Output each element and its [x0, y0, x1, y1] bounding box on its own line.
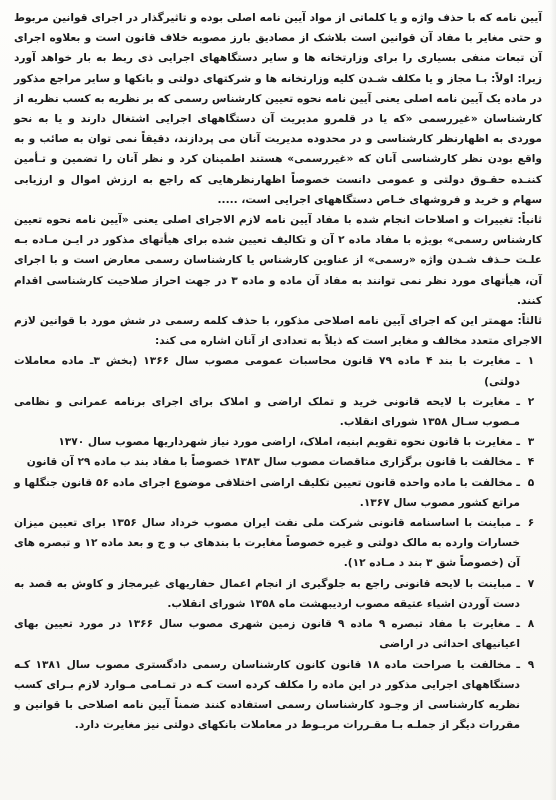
list-item-number: ۱	[527, 355, 535, 368]
list-item-number: ۷	[527, 577, 535, 590]
list-item-text: ـ مغایرت با قانون نحوه تقویم ابنیه، املاک، اراضی مورد نیاز شهرداریها مصوب سال ۱۳۷۰	[58, 436, 520, 449]
list-item	[14, 655, 542, 736]
list-item-number: ۵	[527, 476, 535, 489]
list-item-text: ـ مخالفت با صراحت ماده ۱۸ قانون کانون کارشناسان رسمی دادگستری مصوب سال ۱۳۸۱ کـه دستگاههای اجرایی مذکور در این ماده را مکلف کرده است کـه در تمـامی مـوارد لازم بـرای کسب نظریه کارشناسی از وجـود کارشناسان رسمی استفاده کنند ضمناً آیین نامه اصلاحی با قوانین و مقررات دیگر از جملـه بـا مقـررات مربـوط در معاملات بانکهای دولتی نیز مغایرت دارد.	[14, 658, 520, 732]
list-item-text: ـ مغایرت با مفاد تبصره ۹ ماده ۹ قانون زمین شهری مصوب سال ۱۳۶۶ در مورد تعیین بهای اعیانیهای احداثی در اراضی	[14, 618, 520, 651]
list-item-text: ـ مغایرت با بند ۴ ماده ۷۹ قانون محاسبات عمومی مصوب سال ۱۳۶۶ (بخش ۳ـ ماده معاملات دولتی)	[14, 355, 521, 388]
list-item-number: ۴	[527, 456, 535, 469]
list-item	[14, 473, 542, 513]
list-item-number: ۸	[527, 618, 535, 631]
list-item-number: ۹	[527, 658, 535, 671]
list-item	[14, 392, 542, 432]
list-item-text: ـ مباینت با لایحه قانونی راجع به جلوگیری از انجام اعمال حفاریهای غیرمجاز و کاوش به قصد به دست آوردن اشیاء عتیقه مصوب اردیبهشت ماه ۱۳۵۸ شورای انقلاب.	[14, 577, 520, 610]
paragraph-intro: آیین نامه که با حذف واژه و یا کلماتی از مواد آیین نامه اصلی بوده و تاثیرگذار در اجرای قوانین مربوط و حتی مغایر با مفاد آن قوانین است بلاشک از مصادیق بارز مصوبه خلاف قانون است و بعلاوه اجرای آن تبعات منفی بسیاری را برای وزارتخانه ها و سایر دستگاههای اجرایی ذی ربط به بار خواهد آورد زیرا: اولاً: بـا مجاز و یا مکلف شـدن کلیه وزارتخانه ها و شرکتهای دولتی و بانکها و سایر مراجع مذکور در ماده یک آیین نامه اصلی یعنی آیین نامه نحوه تعیین کارشناس رسمی که بر نظریه به کسب نظریه از کارشناسان «غیررسمی «که یا در قلمرو مدیریت آن دستگاههای اجرایی اشتغال دارند و یا به نحو موردی به اظهارنظر کارشناسی و در محدوده مدیریت آنان می پردازند، دقیقاً نمی توان به صائب و به واقع بودن نظر کارشناسی آنان که «غیررسمی» هستند اطمینان کرد و نظر آنان را تضمین و تـأمین کننـده حقـوق دولتی و عمومی دانست خصوصاً اظهارنظرهایی که راجع به ارزش اموال و ارزیابی سهام و خرید و فروشهای خـاص دستگاههای اجرایی است، .....	[14, 12, 542, 206]
scan-shadow	[550, 0, 556, 800]
list-item	[14, 452, 542, 472]
list-item	[14, 574, 542, 614]
list-item-number: ۲	[527, 395, 535, 408]
list-item	[14, 513, 542, 574]
numbered-list	[14, 351, 542, 735]
list-item-number: ۶	[527, 517, 535, 530]
list-item	[14, 614, 542, 654]
list-item	[14, 351, 542, 391]
list-item	[14, 432, 542, 452]
list-item-text: ـ مخالفت با ماده واحده قانون تعیین تکلیف اراضی اختلافی موضوع اجرای ماده ۵۶ قانون جنگلها و مراتع کشور مصوب سال ۱۳۶۷.	[14, 476, 520, 509]
paragraph-second: ثانیاً: تغییرات و اصلاحات انجام شده با مفاد آیین نامه لازم الاجرای اصلی یعنی «آیین نامه نحوه تعیین کارشناس رسمی» بویژه با مفاد ماده ۲ آن و تکالیف تعیین شده برای هیأتهای مذکور در ایـن مـاده بـه علـت حـذف شـدن واژه «رسمی» از عناوین کارشناس یا کارشناسان رسمی معارض است و با اجرای آن، هیأتهای مورد نظر نمی توانند به مفاد آن ماده و ماده ۳ در جهت احراز صلاحیت کارشناسی اقدام کنند.	[14, 214, 542, 307]
list-item-text: ـ مغایرت با لایحه قانونی خرید و تملک اراضی و املاک برای اجرای برنامه عمرانی و نظامی مـصوب سـال ۱۳۵۸ شورای انقلاب.	[14, 395, 520, 429]
list-item-text: ـ مباینت با اساسنامه قانونی شرکت ملی نفت ایران مصوب خرداد سال ۱۳۵۶ برای تعیین میزان خسارات وارده به مالک دولتی و غیره خصوصاً مغایرت با بندهای ب و ج و بعد ماده ۱۲ و تبصره های آن (خصوصاً شق ۳ بند د مـاده ۱۲).	[14, 517, 521, 570]
paragraph-third: ثالثاً: مهمتر این که اجرای آیین نامه اصلاحی مذکور، با حذف کلمه رسمی در شش مورد با قوانین لازم الاجرای متعدد مخالف و مغایر است که ذیلاً به تعدادی از آنان اشاره می کند:	[14, 315, 542, 348]
list-item-text: ـ مخالفت با قانون برگزاری مناقصات مصوب سال ۱۳۸۳ خصوصاً با مفاد بند ب ماده ۲۹ آن قانون	[26, 456, 520, 469]
list-item-number: ۳	[527, 436, 535, 449]
